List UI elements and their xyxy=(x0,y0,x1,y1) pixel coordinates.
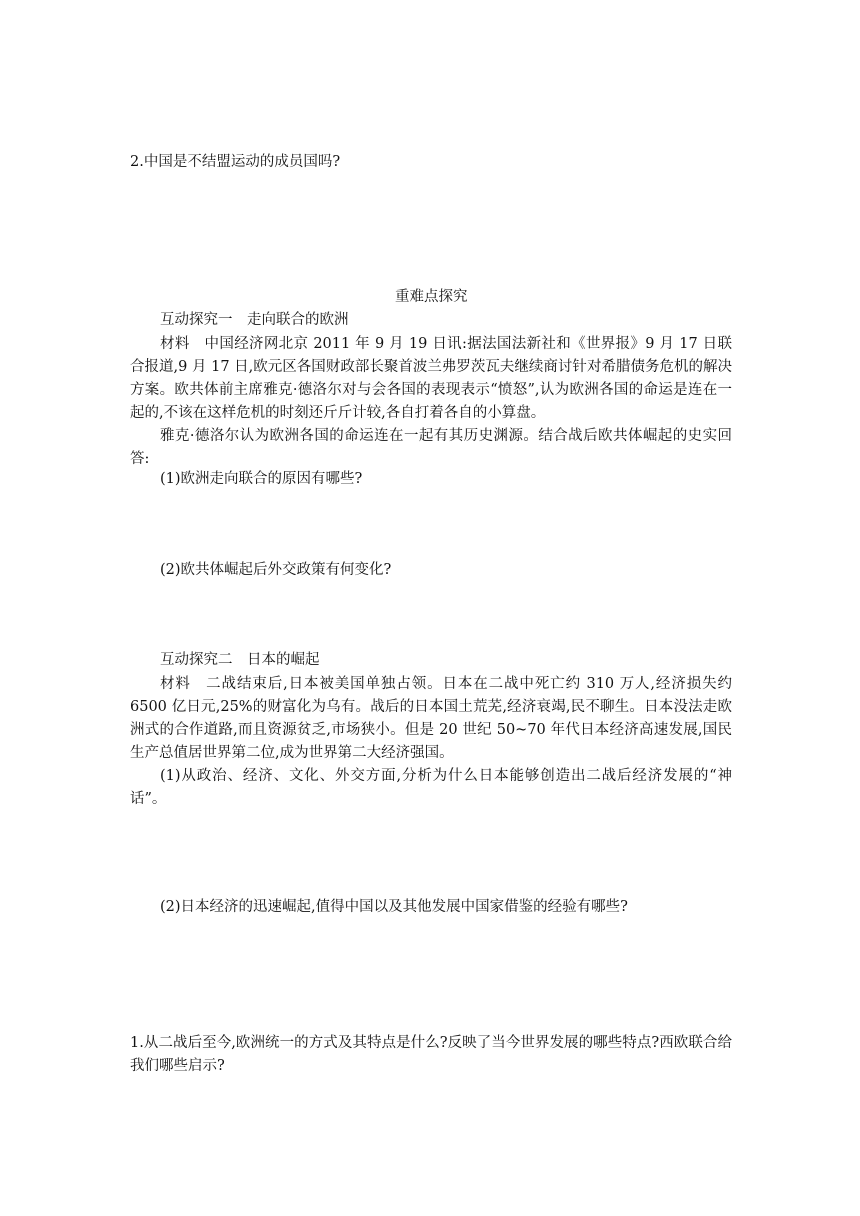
inquiry-1-question-2: (2)欧共体崛起后外交政策有何变化? xyxy=(160,562,392,578)
inquiry-1-title: 互动探究一 走向联合的欧洲 xyxy=(160,312,349,328)
inquiry-1-question-1: (1)欧洲走向联合的原因有哪些? xyxy=(160,471,363,487)
question-final: 1.从二战后至今,欧洲统一的方式及其特点是什么?反映了当今世界发展的哪些特点?西欧联合给我们哪些启示? xyxy=(130,1035,732,1074)
inquiry-2-question-2: (2)日本经济的迅速崛起,值得中国以及其他发展中国家借鉴的经验有哪些? xyxy=(160,899,628,915)
inquiry-1-material: 材料 中国经济网北京 2011 年 9 月 19 日讯:据法国法新社和《世界报》9 月 17 日联合报道,9 月 17 日,欧元区各国财政部长聚首波兰弗罗茨瓦夫继续商讨针对希腊债务危机的解决方案。欧共体前主席雅克·德洛尔对与会各国的表现表示“愤怒”,认为欧洲各国的命运是连在一起的,不该在这样危机的时刻还斤斤计较,各自打着各自的小算盘。 xyxy=(130,336,732,421)
inquiry-2-title: 互动探究二 日本的崛起 xyxy=(160,652,320,668)
section-title: 重难点探究 xyxy=(395,289,468,305)
inquiry-1-prompt: 雅克·德洛尔认为欧洲各国的命运连在一起有其历史渊源。结合战后欧共体崛起的史实回答: xyxy=(130,428,732,467)
inquiry-2-question-1: (1)从政治、经济、文化、外交方面,分析为什么日本能够创造出二战后经济发展的“神话”。 xyxy=(130,768,732,807)
inquiry-2-material: 材料 二战结束后,日本被美国单独占领。日本在二战中死亡约 310 万人,经济损失约 6500 亿日元,25%的财富化为乌有。战后的日本国土荒芜,经济衰竭,民不聊生。日本没法走欧洲式的合作道路,而且资源贫乏,市场狭小。但是 20 世纪 50~70 年代日本经济高速发展,国民生产总值居世界第二位,成为世界第二大经济强国。 xyxy=(130,676,732,761)
question-2: 2.中国是不结盟运动的成员国吗? xyxy=(130,154,341,170)
